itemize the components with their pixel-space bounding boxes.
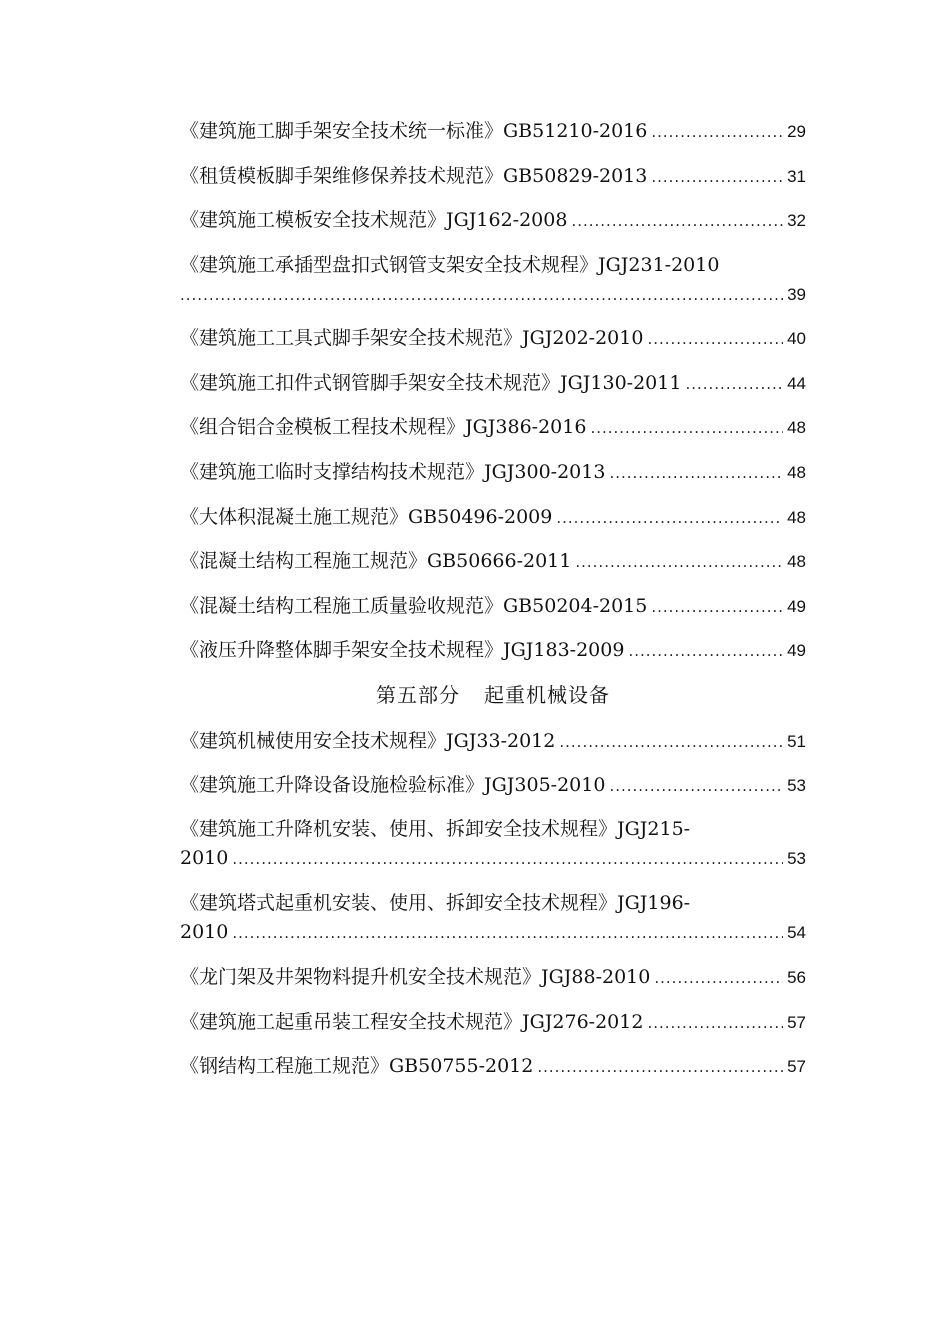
toc-page-number: 44 xyxy=(787,374,806,393)
toc-entry[interactable] xyxy=(180,547,806,577)
toc-entry-title: 《龙门架及井架物料提升机安全技术规范》JGJ88-2010 xyxy=(180,966,651,988)
toc-entry-title-line1: 《建筑施工升降机安装、使用、拆卸安全技术规程》JGJ215- xyxy=(180,818,691,840)
toc-page-number: 57 xyxy=(787,1057,806,1076)
leader-dots xyxy=(180,281,783,310)
toc-entry-title: 《建筑施工工具式脚手架安全技术规范》JGJ202-2010 xyxy=(180,327,644,349)
toc-entry[interactable] xyxy=(180,1052,806,1082)
toc-entry-title: 2010 xyxy=(180,847,229,869)
toc-entry[interactable] xyxy=(180,324,806,354)
toc-entry-title: 《建筑施工脚手架安全技术统一标准》GB51210-2016 xyxy=(180,120,648,142)
leader-dots xyxy=(651,163,783,192)
toc-page-number: 51 xyxy=(787,732,806,751)
toc-entry-title: 2010 xyxy=(180,921,229,943)
toc-page-number: 48 xyxy=(787,552,806,571)
leader-dots xyxy=(556,504,783,533)
toc-page-number: 48 xyxy=(787,418,806,437)
toc-entry-title: 《租赁模板脚手架维修保养技术规范》GB50829-2013 xyxy=(180,165,648,187)
toc-entry[interactable] xyxy=(180,117,806,147)
toc-entry[interactable] xyxy=(180,1008,806,1038)
toc-entry[interactable] xyxy=(180,815,806,874)
toc-page-number: 54 xyxy=(787,923,806,942)
toc-entry-title-line1: 《建筑施工承插型盘扣式钢管支架安全技术规程》JGJ231-2010 xyxy=(180,254,720,276)
leader-dots xyxy=(685,370,783,399)
leader-dots xyxy=(537,1053,783,1082)
section-title: 起重机械设备 xyxy=(484,683,610,707)
toc-entry[interactable] xyxy=(180,592,806,622)
toc-page-number: 40 xyxy=(787,329,806,348)
toc-page-number: 53 xyxy=(787,849,806,868)
toc-entry-title: 《建筑机械使用安全技术规程》JGJ33-2012 xyxy=(180,730,556,752)
leader-dots xyxy=(651,118,783,147)
toc-entry-title: 《混凝土结构工程施工质量验收规范》GB50204-2015 xyxy=(180,595,648,617)
toc-entry[interactable] xyxy=(180,369,806,399)
toc-entry[interactable] xyxy=(180,162,806,192)
toc-page-number: 48 xyxy=(787,508,806,527)
toc-entry[interactable] xyxy=(180,889,806,948)
leader-dots xyxy=(654,964,783,993)
leader-dots xyxy=(575,548,783,577)
leader-dots xyxy=(651,593,783,622)
toc-entry-title: 《组合铝合金模板工程技术规程》JGJ386-2016 xyxy=(180,416,587,438)
toc-entry[interactable] xyxy=(180,251,806,310)
toc-entry[interactable] xyxy=(180,771,806,801)
leader-dots xyxy=(647,325,783,354)
toc-page-number: 29 xyxy=(787,122,806,141)
leader-dots xyxy=(609,459,783,488)
leader-dots xyxy=(590,414,783,443)
toc-entry[interactable] xyxy=(180,963,806,993)
toc-page-number: 57 xyxy=(787,1013,806,1032)
leader-dots xyxy=(647,1009,783,1038)
toc-entry[interactable] xyxy=(180,636,806,666)
toc-entry[interactable] xyxy=(180,727,806,757)
toc-entry-title-line1: 《建筑塔式起重机安装、使用、拆卸安全技术规程》JGJ196- xyxy=(180,892,691,914)
leader-dots xyxy=(559,728,783,757)
toc-entry-title: 《建筑施工起重吊装工程安全技术规范》JGJ276-2012 xyxy=(180,1011,644,1033)
section-part-label: 第五部分 xyxy=(376,683,460,707)
toc-page-number: 48 xyxy=(787,463,806,482)
leader-dots xyxy=(609,772,783,801)
toc-entry-title: 《钢结构工程施工规范》GB50755-2012 xyxy=(180,1055,534,1077)
leader-dots xyxy=(232,919,783,948)
toc-entry-title: 《建筑施工扣件式钢管脚手架安全技术规范》JGJ130-2011 xyxy=(180,372,682,394)
section-heading xyxy=(180,680,806,710)
toc-entry-title: 《液压升降整体脚手架安全技术规程》JGJ183-2009 xyxy=(180,639,625,661)
toc-page-number: 53 xyxy=(787,776,806,795)
toc-page-number: 39 xyxy=(787,285,806,304)
toc-entry-title: 《建筑施工升降设备设施检验标准》JGJ305-2010 xyxy=(180,774,606,796)
toc-entry[interactable] xyxy=(180,206,806,236)
toc-page-number: 49 xyxy=(787,641,806,660)
toc-entry-title: 《混凝土结构工程施工规范》GB50666-2011 xyxy=(180,550,572,572)
toc-page-number: 49 xyxy=(787,597,806,616)
toc-entry-title: 《建筑施工模板安全技术规范》JGJ162-2008 xyxy=(180,209,568,231)
toc-entry-title: 《建筑施工临时支撑结构技术规范》JGJ300-2013 xyxy=(180,461,606,483)
leader-dots xyxy=(232,845,783,874)
toc-entry-title: 《大体积混凝土施工规范》GB50496-2009 xyxy=(180,506,553,528)
toc-entry[interactable] xyxy=(180,503,806,533)
toc-page-number: 32 xyxy=(787,211,806,230)
toc-page-number: 56 xyxy=(787,968,806,987)
toc-entry[interactable] xyxy=(180,458,806,488)
leader-dots xyxy=(628,637,783,666)
leader-dots xyxy=(571,207,783,236)
toc-entry[interactable] xyxy=(180,413,806,443)
toc-page-number: 31 xyxy=(787,167,806,186)
